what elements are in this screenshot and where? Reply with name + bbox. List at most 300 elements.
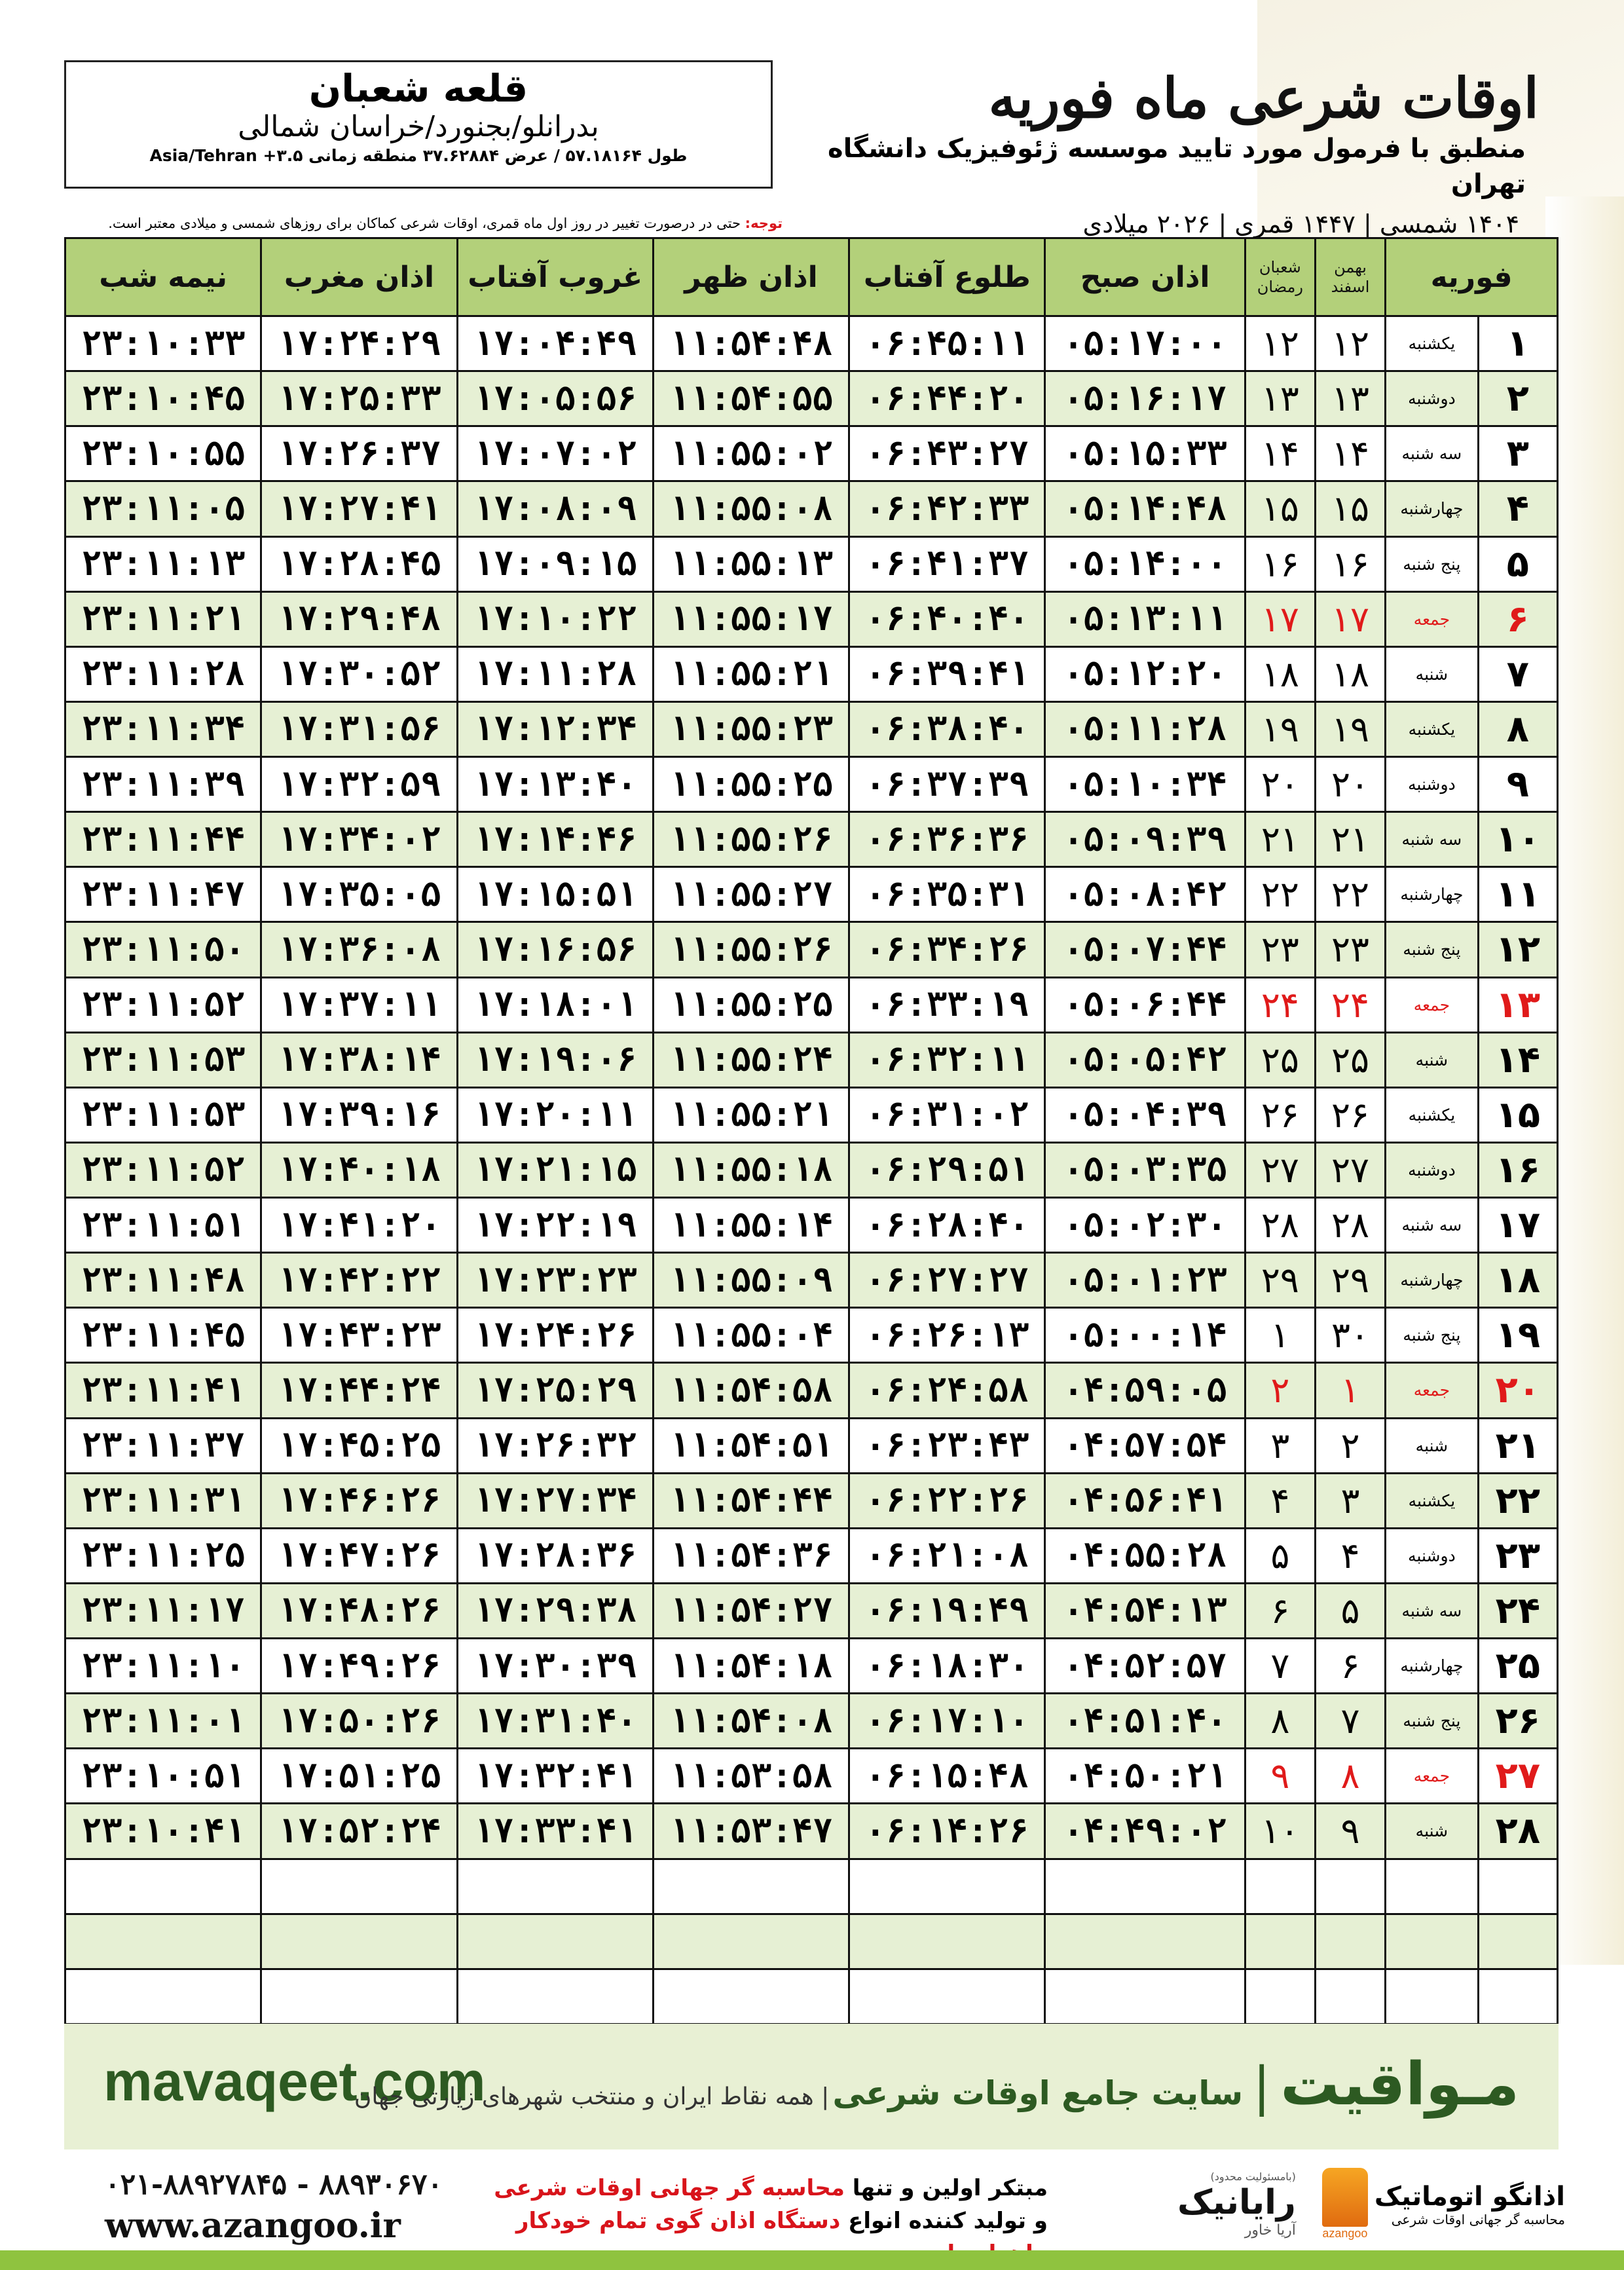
bottom-bar bbox=[0, 2250, 1624, 2270]
brand bbox=[354, 2050, 1519, 2119]
day-number: ۲۴ bbox=[1478, 1583, 1557, 1638]
empty-cell bbox=[457, 1914, 653, 1969]
sunrise-time: ۰۶:۲۸:۴۰ bbox=[849, 1198, 1045, 1253]
midnight-time: ۲۳:۱۱:۲۸ bbox=[65, 646, 261, 701]
day-number: ۱۴ bbox=[1478, 1032, 1557, 1087]
empty-cell bbox=[1386, 1914, 1479, 1969]
col-lunar bbox=[1245, 238, 1315, 316]
lunar-day: ۷ bbox=[1245, 1639, 1315, 1694]
sunrise-time: ۰۶:۴۰:۴۰ bbox=[849, 591, 1045, 646]
lunar-day: ۱ bbox=[1245, 1308, 1315, 1363]
solar-day: ۱۵ bbox=[1315, 481, 1385, 536]
fajr-time: ۰۴:۵۱:۴۰ bbox=[1045, 1694, 1245, 1749]
note-label: توجه: bbox=[745, 215, 783, 231]
phone-numbers: ۰۲۱-۸۸۹۲۷۸۴۵ - ۸۸۹۳۰۶۷۰ bbox=[105, 2168, 443, 2201]
dhuhr-time: ۱۱:۵۵:۱۸ bbox=[653, 1142, 849, 1197]
dhuhr-time: ۱۱:۵۵:۲۶ bbox=[653, 812, 849, 867]
fajr-time: ۰۵:۱۴:۰۰ bbox=[1045, 536, 1245, 591]
weekday-name: یکشنبه bbox=[1386, 1087, 1479, 1142]
table-row bbox=[65, 1804, 1558, 1859]
brand-coverage: | همه نقاط ایران و منتخب شهرهای زیارتی جهان bbox=[354, 2083, 830, 2110]
solar-day: ۲۰ bbox=[1315, 757, 1385, 812]
day-number: ۹ bbox=[1478, 757, 1557, 812]
empty-cell bbox=[65, 1914, 261, 1969]
weekday-name: چهارشنبه bbox=[1386, 1639, 1479, 1694]
solar-day: ۱۹ bbox=[1315, 701, 1385, 756]
maghrib-time: ۱۷:۲۹:۴۸ bbox=[261, 591, 457, 646]
day-number: ۱۰ bbox=[1478, 812, 1557, 867]
empty-cell bbox=[1386, 1969, 1479, 2024]
fajr-time: ۰۵:۰۰:۱۴ bbox=[1045, 1308, 1245, 1363]
empty-cell bbox=[1478, 1969, 1557, 2024]
empty-cell bbox=[1045, 1914, 1245, 1969]
table-row bbox=[65, 701, 1558, 756]
location-box bbox=[64, 60, 773, 189]
weekday-name: دوشنبه bbox=[1386, 1528, 1479, 1583]
solar-day: ۶ bbox=[1315, 1639, 1385, 1694]
maghrib-time: ۱۷:۳۰:۵۲ bbox=[261, 646, 457, 701]
sunset-time: ۱۷:۰۷:۰۲ bbox=[457, 426, 653, 481]
azangoo-logo-text bbox=[1375, 2182, 1565, 2227]
table-row bbox=[65, 1859, 1558, 1914]
weekday-name: جمعه bbox=[1386, 1749, 1479, 1804]
solar-day: ۴ bbox=[1315, 1528, 1385, 1583]
weekday-name: دوشنبه bbox=[1386, 371, 1479, 426]
lunar-day: ۱۶ bbox=[1245, 536, 1315, 591]
lunar-day: ۶ bbox=[1245, 1583, 1315, 1638]
dhuhr-time: ۱۱:۵۴:۱۸ bbox=[653, 1639, 849, 1694]
fajr-time: ۰۴:۵۹:۰۵ bbox=[1045, 1363, 1245, 1418]
sunrise-time: ۰۶:۴۵:۱۱ bbox=[849, 316, 1045, 371]
region-name: بدرانلو/بجنورد/خراسان شمالی bbox=[238, 110, 599, 143]
empty-cell bbox=[1245, 1859, 1315, 1914]
sunset-time: ۱۷:۱۲:۳۴ bbox=[457, 701, 653, 756]
weekday-name: شنبه bbox=[1386, 1032, 1479, 1087]
midnight-time: ۲۳:۱۱:۵۰ bbox=[65, 922, 261, 977]
sunrise-time: ۰۶:۱۴:۲۶ bbox=[849, 1804, 1045, 1859]
solar-day: ۹ bbox=[1315, 1804, 1385, 1859]
weekday-name: چهارشنبه bbox=[1386, 1253, 1479, 1308]
col-sunset: غروب آفتاب bbox=[457, 238, 653, 316]
prayer-times-table bbox=[64, 237, 1559, 2025]
weekday-name: یکشنبه bbox=[1386, 1473, 1479, 1528]
day-number: ۱۱ bbox=[1478, 867, 1557, 922]
weekday-name: سه شنبه bbox=[1386, 1198, 1479, 1253]
midnight-time: ۲۳:۱۱:۴۱ bbox=[65, 1363, 261, 1418]
fajr-time: ۰۴:۵۶:۴۱ bbox=[1045, 1473, 1245, 1528]
lunar-day: ۲۵ bbox=[1245, 1032, 1315, 1087]
table-body bbox=[65, 316, 1558, 2024]
midnight-time: ۲۳:۱۱:۲۱ bbox=[65, 591, 261, 646]
midnight-time: ۲۳:۱۱:۴۸ bbox=[65, 1253, 261, 1308]
lunar-day: ۲۳ bbox=[1245, 922, 1315, 977]
empty-cell bbox=[1315, 1969, 1385, 2024]
empty-cell bbox=[653, 1859, 849, 1914]
col-fajr: اذان صبح bbox=[1045, 238, 1245, 316]
day-number: ۵ bbox=[1478, 536, 1557, 591]
sunrise-time: ۰۶:۴۴:۲۰ bbox=[849, 371, 1045, 426]
maghrib-time: ۱۷:۳۶:۰۸ bbox=[261, 922, 457, 977]
weekday-name: جمعه bbox=[1386, 591, 1479, 646]
fajr-time: ۰۵:۱۳:۱۱ bbox=[1045, 591, 1245, 646]
page-subtitle: منطبق با فرمول مورد تایید موسسه ژئوفیزیک دانشگاه تهران bbox=[828, 134, 1526, 199]
table-row bbox=[65, 316, 1558, 371]
weekday-name: دوشنبه bbox=[1386, 757, 1479, 812]
dhuhr-time: ۱۱:۵۵:۰۲ bbox=[653, 426, 849, 481]
sunrise-time: ۰۶:۳۳:۱۹ bbox=[849, 977, 1045, 1032]
midnight-time: ۲۳:۱۱:۳۴ bbox=[65, 701, 261, 756]
midnight-time: ۲۳:۱۱:۱۳ bbox=[65, 536, 261, 591]
day-number: ۱۹ bbox=[1478, 1308, 1557, 1363]
sunrise-time: ۰۶:۴۳:۲۷ bbox=[849, 426, 1045, 481]
fajr-time: ۰۴:۵۲:۵۷ bbox=[1045, 1639, 1245, 1694]
dhuhr-time: ۱۱:۵۴:۳۶ bbox=[653, 1528, 849, 1583]
day-number: ۲۱ bbox=[1478, 1418, 1557, 1473]
sunrise-time: ۰۶:۳۸:۴۰ bbox=[849, 701, 1045, 756]
fajr-time: ۰۴:۵۰:۲۱ bbox=[1045, 1749, 1245, 1804]
fajr-time: ۰۵:۱۱:۲۸ bbox=[1045, 701, 1245, 756]
col-lunar-top: شعبان bbox=[1259, 258, 1301, 276]
solar-day: ۳۰ bbox=[1315, 1308, 1385, 1363]
empty-cell bbox=[1245, 1914, 1315, 1969]
day-number: ۱۳ bbox=[1478, 977, 1557, 1032]
fajr-time: ۰۵:۱۰:۳۴ bbox=[1045, 757, 1245, 812]
table-row bbox=[65, 867, 1558, 922]
sunset-time: ۱۷:۲۷:۳۴ bbox=[457, 1473, 653, 1528]
sunset-time: ۱۷:۲۰:۱۱ bbox=[457, 1087, 653, 1142]
sunrise-time: ۰۶:۳۷:۳۹ bbox=[849, 757, 1045, 812]
dhuhr-time: ۱۱:۵۵:۲۷ bbox=[653, 867, 849, 922]
solar-day: ۱۷ bbox=[1315, 591, 1385, 646]
midnight-time: ۲۳:۱۱:۰۱ bbox=[65, 1694, 261, 1749]
midnight-time: ۲۳:۱۰:۴۱ bbox=[65, 1804, 261, 1859]
solar-day: ۱۲ bbox=[1315, 316, 1385, 371]
sunset-time: ۱۷:۲۵:۲۹ bbox=[457, 1363, 653, 1418]
midnight-time: ۲۳:۱۱:۰۵ bbox=[65, 481, 261, 536]
midnight-time: ۲۳:۱۱:۵۲ bbox=[65, 1142, 261, 1197]
dhuhr-time: ۱۱:۵۴:۰۸ bbox=[653, 1694, 849, 1749]
sunrise-time: ۰۶:۱۷:۱۰ bbox=[849, 1694, 1045, 1749]
maghrib-time: ۱۷:۴۳:۲۳ bbox=[261, 1308, 457, 1363]
day-number: ۴ bbox=[1478, 481, 1557, 536]
empty-cell bbox=[261, 1969, 457, 2024]
lunar-day: ۲۰ bbox=[1245, 757, 1315, 812]
weekday-name: دوشنبه bbox=[1386, 1142, 1479, 1197]
lunar-day: ۱۰ bbox=[1245, 1804, 1315, 1859]
day-number: ۲۸ bbox=[1478, 1804, 1557, 1859]
table-row bbox=[65, 812, 1558, 867]
promo-line-2-plain: و تولید کننده انواع bbox=[840, 2208, 1048, 2234]
dhuhr-time: ۱۱:۵۴:۴۸ bbox=[653, 316, 849, 371]
solar-day: ۱۳ bbox=[1315, 371, 1385, 426]
sunset-time: ۱۷:۲۶:۳۲ bbox=[457, 1418, 653, 1473]
empty-cell bbox=[1315, 1914, 1385, 1969]
col-feb: فوریه bbox=[1386, 238, 1558, 316]
day-number: ۱۸ bbox=[1478, 1253, 1557, 1308]
midnight-time: ۲۳:۱۱:۴۵ bbox=[65, 1308, 261, 1363]
day-number: ۲۵ bbox=[1478, 1639, 1557, 1694]
table-row bbox=[65, 1583, 1558, 1638]
solar-day: ۸ bbox=[1315, 1749, 1385, 1804]
maghrib-time: ۱۷:۴۴:۲۴ bbox=[261, 1363, 457, 1418]
dhuhr-time: ۱۱:۵۵:۲۶ bbox=[653, 922, 849, 977]
midnight-time: ۲۳:۱۱:۲۵ bbox=[65, 1528, 261, 1583]
maghrib-time: ۱۷:۴۲:۲۲ bbox=[261, 1253, 457, 1308]
maghrib-time: ۱۷:۴۷:۲۶ bbox=[261, 1528, 457, 1583]
lunar-day: ۵ bbox=[1245, 1528, 1315, 1583]
sunset-time: ۱۷:۰۸:۰۹ bbox=[457, 481, 653, 536]
sunset-time: ۱۷:۰۵:۵۶ bbox=[457, 371, 653, 426]
dhuhr-time: ۱۱:۵۴:۴۴ bbox=[653, 1473, 849, 1528]
maghrib-time: ۱۷:۳۵:۰۵ bbox=[261, 867, 457, 922]
weekday-name: سه شنبه bbox=[1386, 426, 1479, 481]
weekday-name: شنبه bbox=[1386, 1418, 1479, 1473]
midnight-time: ۲۳:۱۱:۵۱ bbox=[65, 1198, 261, 1253]
sunrise-time: ۰۶:۴۱:۳۷ bbox=[849, 536, 1045, 591]
table-row bbox=[65, 1969, 1558, 2024]
solar-day: ۲۹ bbox=[1315, 1253, 1385, 1308]
fajr-time: ۰۴:۵۷:۵۴ bbox=[1045, 1418, 1245, 1473]
day-number: ۲ bbox=[1478, 371, 1557, 426]
fajr-time: ۰۵:۱۷:۰۰ bbox=[1045, 316, 1245, 371]
sunset-time: ۱۷:۱۱:۲۸ bbox=[457, 646, 653, 701]
title-block bbox=[779, 65, 1565, 242]
lunar-day: ۳ bbox=[1245, 1418, 1315, 1473]
fajr-time: ۰۵:۱۲:۲۰ bbox=[1045, 646, 1245, 701]
promo-line-1-highlight: محاسبه گر جهانی اوقات شرعی bbox=[494, 2175, 845, 2201]
maghrib-time: ۱۷:۳۷:۱۱ bbox=[261, 977, 457, 1032]
solar-day: ۷ bbox=[1315, 1694, 1385, 1749]
maghrib-time: ۱۷:۴۵:۲۵ bbox=[261, 1418, 457, 1473]
site-url[interactable]: mavaqeet.com bbox=[103, 2051, 486, 2112]
weekday-name: جمعه bbox=[1386, 1363, 1479, 1418]
dhuhr-time: ۱۱:۵۴:۵۱ bbox=[653, 1418, 849, 1473]
table-row bbox=[65, 481, 1558, 536]
weekday-name: پنج شنبه bbox=[1386, 1308, 1479, 1363]
dhuhr-time: ۱۱:۵۴:۲۷ bbox=[653, 1583, 849, 1638]
dhuhr-time: ۱۱:۵۴:۵۸ bbox=[653, 1363, 849, 1418]
sunset-time: ۱۷:۲۳:۲۳ bbox=[457, 1253, 653, 1308]
lunar-day: ۸ bbox=[1245, 1694, 1315, 1749]
col-solar bbox=[1315, 238, 1385, 316]
rayanik-sub: آریا خاور bbox=[1244, 2222, 1296, 2239]
logos bbox=[1177, 2168, 1565, 2241]
table-row bbox=[65, 1914, 1558, 1969]
sunset-time: ۱۷:۱۵:۵۱ bbox=[457, 867, 653, 922]
sunrise-time: ۰۶:۳۴:۲۶ bbox=[849, 922, 1045, 977]
table-row bbox=[65, 536, 1558, 591]
maghrib-time: ۱۷:۴۶:۲۶ bbox=[261, 1473, 457, 1528]
maghrib-time: ۱۷:۲۴:۲۹ bbox=[261, 316, 457, 371]
empty-cell bbox=[1386, 1859, 1479, 1914]
empty-cell bbox=[849, 1969, 1045, 2024]
minaret-icon bbox=[1322, 2168, 1368, 2227]
fajr-time: ۰۵:۰۹:۳۹ bbox=[1045, 812, 1245, 867]
col-solar-top: بهمن bbox=[1334, 258, 1367, 276]
sunset-time: ۱۷:۰۹:۱۵ bbox=[457, 536, 653, 591]
azangoo-name: اذانگو اتوماتیک bbox=[1374, 2181, 1565, 2212]
empty-cell bbox=[65, 1859, 261, 1914]
midnight-time: ۲۳:۱۱:۵۳ bbox=[65, 1087, 261, 1142]
brand-description: سایت جامع اوقات شرعی bbox=[832, 2074, 1244, 2112]
sunset-time: ۱۷:۳۰:۳۹ bbox=[457, 1639, 653, 1694]
solar-day: ۲۷ bbox=[1315, 1142, 1385, 1197]
dhuhr-time: ۱۱:۵۵:۰۸ bbox=[653, 481, 849, 536]
promo-line-1-plain: مبتکر اولین و تنها bbox=[844, 2175, 1048, 2201]
promo-line-1 bbox=[458, 2172, 1048, 2205]
maghrib-time: ۱۷:۳۲:۵۹ bbox=[261, 757, 457, 812]
empty-cell bbox=[261, 1859, 457, 1914]
table-row bbox=[65, 1528, 1558, 1583]
bottom-section bbox=[0, 2161, 1624, 2260]
dhuhr-time: ۱۱:۵۵:۲۵ bbox=[653, 757, 849, 812]
fajr-time: ۰۵:۰۳:۳۵ bbox=[1045, 1142, 1245, 1197]
maghrib-time: ۱۷:۲۵:۳۳ bbox=[261, 371, 457, 426]
fajr-time: ۰۵:۰۴:۳۹ bbox=[1045, 1087, 1245, 1142]
lunar-day: ۱۳ bbox=[1245, 371, 1315, 426]
sunset-time: ۱۷:۳۲:۴۱ bbox=[457, 1749, 653, 1804]
table-row bbox=[65, 1639, 1558, 1694]
solar-day: ۲۲ bbox=[1315, 867, 1385, 922]
weekday-name: پنج شنبه bbox=[1386, 536, 1479, 591]
weekday-name: شنبه bbox=[1386, 1804, 1479, 1859]
maghrib-time: ۱۷:۵۱:۲۵ bbox=[261, 1749, 457, 1804]
weekday-name: پنج شنبه bbox=[1386, 1694, 1479, 1749]
calendar-years: ۱۴۰۴ شمسی | ۱۴۴۷ قمری | ۲۰۲۶ میلادی bbox=[1082, 210, 1519, 238]
sunrise-time: ۰۶:۲۱:۰۸ bbox=[849, 1528, 1045, 1583]
lunar-day: ۲ bbox=[1245, 1363, 1315, 1418]
page-title: اوقات شرعی ماه فوریه bbox=[988, 65, 1539, 130]
weekday-name: جمعه bbox=[1386, 977, 1479, 1032]
lunar-day: ۲۴ bbox=[1245, 977, 1315, 1032]
azangoo-mark bbox=[1322, 2168, 1368, 2241]
table-row bbox=[65, 1253, 1558, 1308]
fajr-time: ۰۴:۵۴:۱۳ bbox=[1045, 1583, 1245, 1638]
midnight-time: ۲۳:۱۱:۳۱ bbox=[65, 1473, 261, 1528]
sunset-time: ۱۷:۱۹:۰۶ bbox=[457, 1032, 653, 1087]
maghrib-time: ۱۷:۲۶:۳۷ bbox=[261, 426, 457, 481]
weekday-name: یکشنبه bbox=[1386, 316, 1479, 371]
lunar-day: ۲۶ bbox=[1245, 1087, 1315, 1142]
maghrib-time: ۱۷:۳۱:۵۶ bbox=[261, 701, 457, 756]
fajr-time: ۰۵:۰۸:۴۲ bbox=[1045, 867, 1245, 922]
table-row bbox=[65, 757, 1558, 812]
fajr-time: ۰۴:۴۹:۰۲ bbox=[1045, 1804, 1245, 1859]
col-maghrib: اذان مغرب bbox=[261, 238, 457, 316]
day-number: ۱۷ bbox=[1478, 1198, 1557, 1253]
solar-day: ۲۴ bbox=[1315, 977, 1385, 1032]
azangoo-sub: محاسبه گر جهانی اوقات شرعی bbox=[1391, 2211, 1565, 2227]
solar-day: ۱۶ bbox=[1315, 536, 1385, 591]
weekday-name: سه شنبه bbox=[1386, 1583, 1479, 1638]
fajr-time: ۰۵:۱۵:۳۳ bbox=[1045, 426, 1245, 481]
fajr-time: ۰۴:۵۵:۲۸ bbox=[1045, 1528, 1245, 1583]
sunset-time: ۱۷:۲۴:۲۶ bbox=[457, 1308, 653, 1363]
sunrise-time: ۰۶:۱۹:۴۹ bbox=[849, 1583, 1045, 1638]
empty-cell bbox=[457, 1859, 653, 1914]
empty-cell bbox=[1478, 1859, 1557, 1914]
lunar-day: ۱۷ bbox=[1245, 591, 1315, 646]
sunrise-time: ۰۶:۲۷:۲۷ bbox=[849, 1253, 1045, 1308]
dhuhr-time: ۱۱:۵۵:۱۳ bbox=[653, 536, 849, 591]
sunset-time: ۱۷:۲۲:۱۹ bbox=[457, 1198, 653, 1253]
fajr-time: ۰۵:۱۶:۱۷ bbox=[1045, 371, 1245, 426]
sunrise-time: ۰۶:۳۵:۳۱ bbox=[849, 867, 1045, 922]
azangoo-url[interactable]: www.azangoo.ir bbox=[105, 2206, 401, 2246]
day-number: ۱۶ bbox=[1478, 1142, 1557, 1197]
note-text: حتی در درصورت تغییر در روز اول ماه قمری، اوقات شرعی کماکان برای روزهای شمسی و میلادی معتبر است. bbox=[108, 215, 741, 231]
day-number: ۱۲ bbox=[1478, 922, 1557, 977]
maghrib-time: ۱۷:۳۸:۱۴ bbox=[261, 1032, 457, 1087]
footer-band bbox=[64, 2024, 1559, 2149]
lunar-day: ۹ bbox=[1245, 1749, 1315, 1804]
day-number: ۱ bbox=[1478, 316, 1557, 371]
sunset-time: ۱۷:۳۱:۴۰ bbox=[457, 1694, 653, 1749]
sunrise-time: ۰۶:۴۲:۳۳ bbox=[849, 481, 1045, 536]
weekday-name: پنج شنبه bbox=[1386, 922, 1479, 977]
table-row bbox=[65, 1749, 1558, 1804]
weekday-name: چهارشنبه bbox=[1386, 481, 1479, 536]
midnight-time: ۲۳:۱۱:۵۲ bbox=[65, 977, 261, 1032]
maghrib-time: ۱۷:۲۷:۴۱ bbox=[261, 481, 457, 536]
midnight-time: ۲۳:۱۰:۵۵ bbox=[65, 426, 261, 481]
sunrise-time: ۰۶:۲۴:۵۸ bbox=[849, 1363, 1045, 1418]
sunrise-time: ۰۶:۲۲:۲۶ bbox=[849, 1473, 1045, 1528]
empty-cell bbox=[849, 1859, 1045, 1914]
solar-day: ۱۸ bbox=[1315, 646, 1385, 701]
day-number: ۸ bbox=[1478, 701, 1557, 756]
empty-cell bbox=[1045, 1969, 1245, 2024]
table-row bbox=[65, 1308, 1558, 1363]
coordinates: طول ۵۷.۱۸۱۶۴ / عرض ۳۷.۶۲۸۸۴ منطقه زمانی ۳.۵+ Asia/Tehran bbox=[149, 146, 688, 165]
table-row bbox=[65, 426, 1558, 481]
table-row bbox=[65, 1363, 1558, 1418]
maghrib-time: ۱۷:۲۸:۴۵ bbox=[261, 536, 457, 591]
dhuhr-time: ۱۱:۵۴:۵۵ bbox=[653, 371, 849, 426]
solar-day: ۳ bbox=[1315, 1473, 1385, 1528]
sunset-time: ۱۷:۲۱:۱۵ bbox=[457, 1142, 653, 1197]
weekday-name: چهارشنبه bbox=[1386, 867, 1479, 922]
col-midnight: نیمه شب bbox=[65, 238, 261, 316]
table-header-row bbox=[65, 238, 1558, 316]
lunar-day: ۲۲ bbox=[1245, 867, 1315, 922]
day-number: ۱۵ bbox=[1478, 1087, 1557, 1142]
solar-day: ۵ bbox=[1315, 1583, 1385, 1638]
midnight-time: ۲۳:۱۱:۴۷ bbox=[65, 867, 261, 922]
solar-day: ۲۳ bbox=[1315, 922, 1385, 977]
lunar-day: ۲۱ bbox=[1245, 812, 1315, 867]
table-row bbox=[65, 977, 1558, 1032]
weekday-name: یکشنبه bbox=[1386, 701, 1479, 756]
col-sunrise: طلوع آفتاب bbox=[849, 238, 1045, 316]
midnight-time: ۲۳:۱۰:۳۳ bbox=[65, 316, 261, 371]
brand-separator: | bbox=[1253, 2056, 1271, 2117]
midnight-time: ۲۳:۱۱:۳۷ bbox=[65, 1418, 261, 1473]
empty-cell bbox=[65, 1969, 261, 2024]
fajr-time: ۰۵:۰۵:۴۲ bbox=[1045, 1032, 1245, 1087]
empty-cell bbox=[457, 1969, 653, 2024]
promo-line-2-highlight: دستگاه اذان گوی تمام خودکار bbox=[515, 2208, 841, 2234]
day-number: ۲۰ bbox=[1478, 1363, 1557, 1418]
midnight-time: ۲۳:۱۱:۱۷ bbox=[65, 1583, 261, 1638]
empty-cell bbox=[261, 1914, 457, 1969]
day-number: ۷ bbox=[1478, 646, 1557, 701]
fajr-time: ۰۵:۰۷:۴۴ bbox=[1045, 922, 1245, 977]
sunset-time: ۱۷:۰۴:۴۹ bbox=[457, 316, 653, 371]
dhuhr-time: ۱۱:۵۳:۵۸ bbox=[653, 1749, 849, 1804]
day-number: ۲۲ bbox=[1478, 1473, 1557, 1528]
dhuhr-time: ۱۱:۵۵:۰۹ bbox=[653, 1253, 849, 1308]
